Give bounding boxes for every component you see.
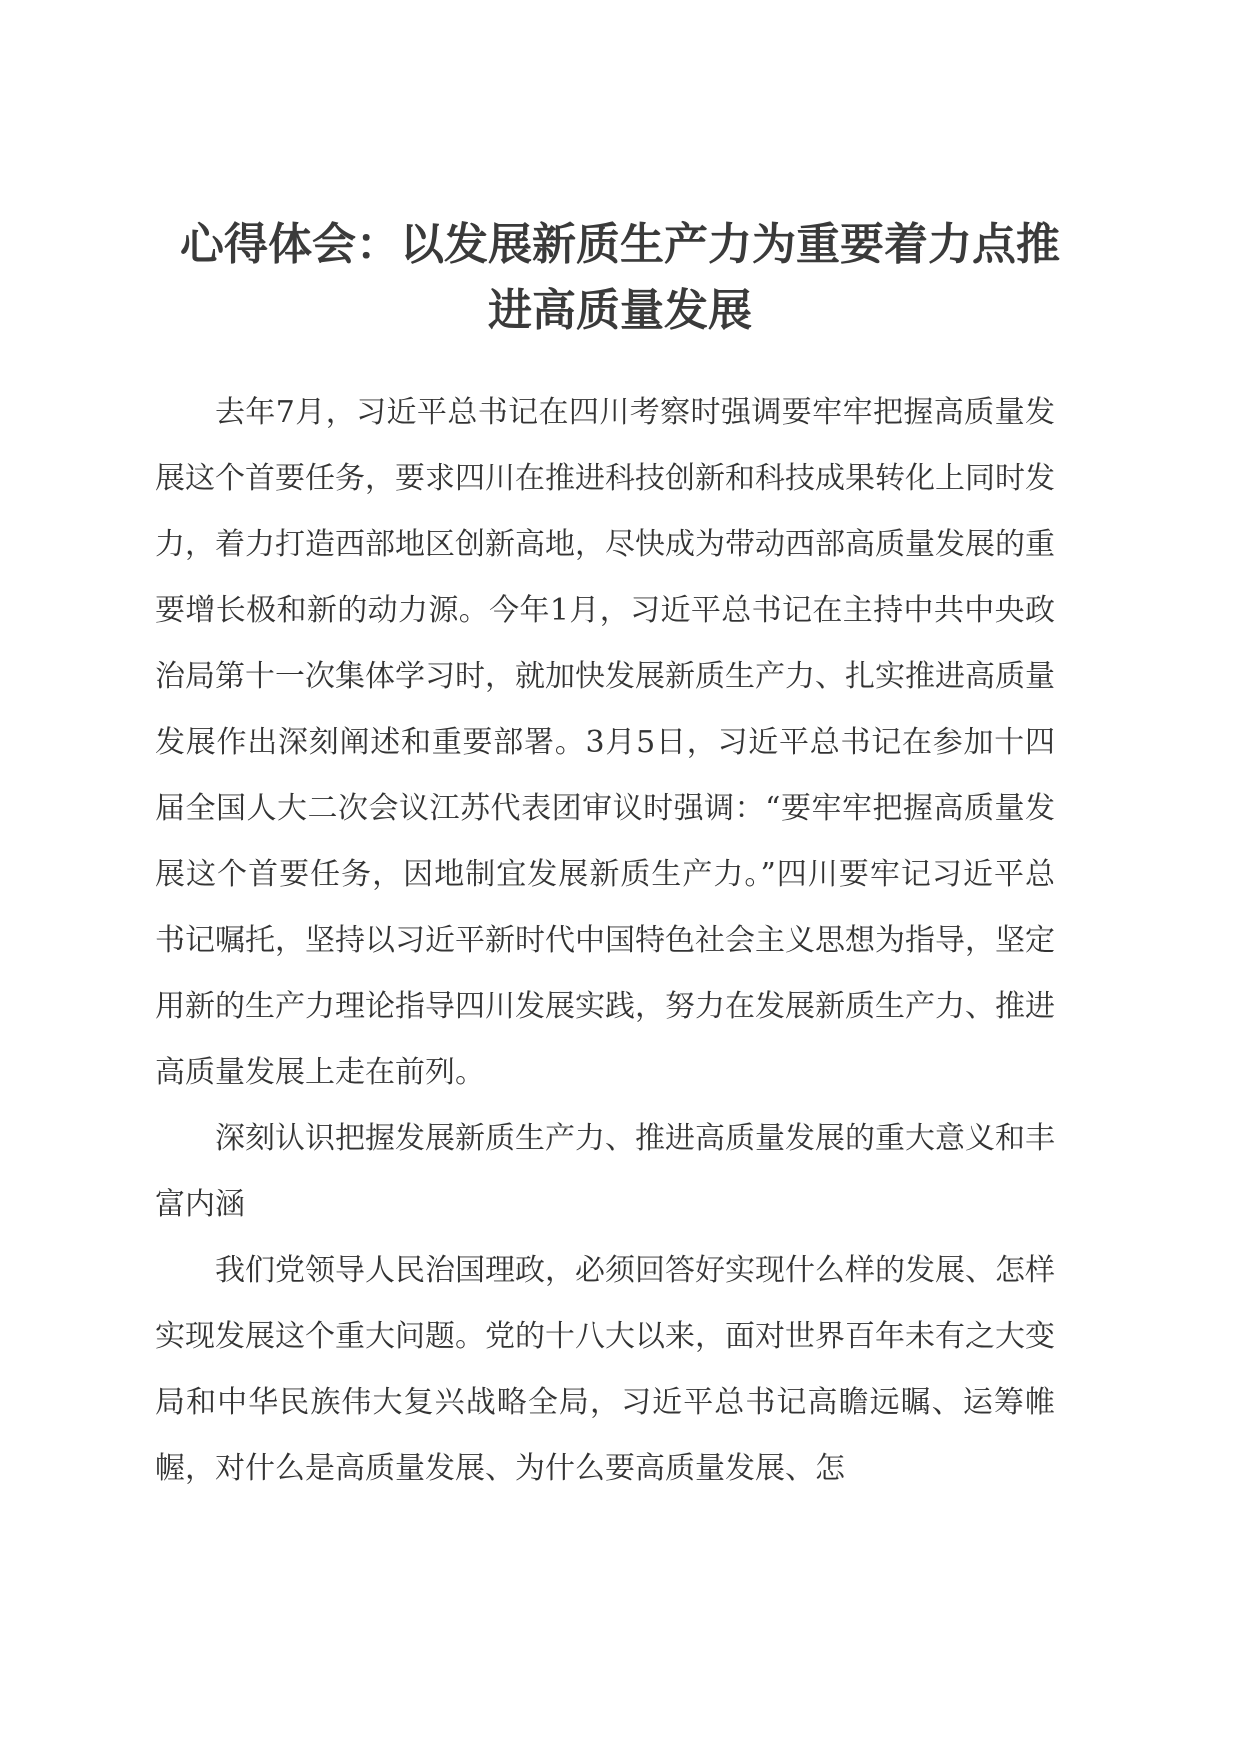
paragraph-2: 我们党领导人民治国理政，必须回答好实现什么样的发展、怎样实现发展这个重大问题。党的十八大以来，面对世界百年未有之大变局和中华民族伟大复兴战略全局，习近平总书记高瞻远瞩、运筹帷幄，对什么是高质量发展、为什么要高质量发展、怎	[155, 1253, 1055, 1486]
paragraph-1: 去年7月，习近平总书记在四川考察时强调要牢牢把握高质量发展这个首要任务，要求四川在推进科技创新和科技成果转化上同时发力，着力打造西部地区创新高地，尽快成为带动西部高质量发展的重要增长极和新的动力源。今年1月，习近平总书记在主持中共中央政治局第十一次集体学习时，就加快发展新质生产力、扎实推进高质量发展作出深刻阐述和重要部署。3月5日，习近平总书记在参加十四届全国人大二次会议江苏代表团审议时强调：“要牢牢把握高质量发展这个首要任务，因地制宜发展新质生产力。”四川要牢记习近平总书记嘱托，坚持以习近平新时代中国特色社会主义思想为指导，坚定用新的生产力理论指导四川发展实践，努力在发展新质生产力、推进高质量发展上走在前列。	[155, 395, 1055, 1090]
document-body	[155, 380, 1055, 1502]
title-line-1: 心得体会：以发展新质生产力为重要着力点推	[180, 219, 1060, 270]
title-line-2: 进高质量发展	[488, 285, 752, 336]
document-title	[150, 212, 1090, 344]
section-heading: 深刻认识把握发展新质生产力、推进高质量发展的重大意义和丰富内涵	[155, 1121, 1055, 1222]
